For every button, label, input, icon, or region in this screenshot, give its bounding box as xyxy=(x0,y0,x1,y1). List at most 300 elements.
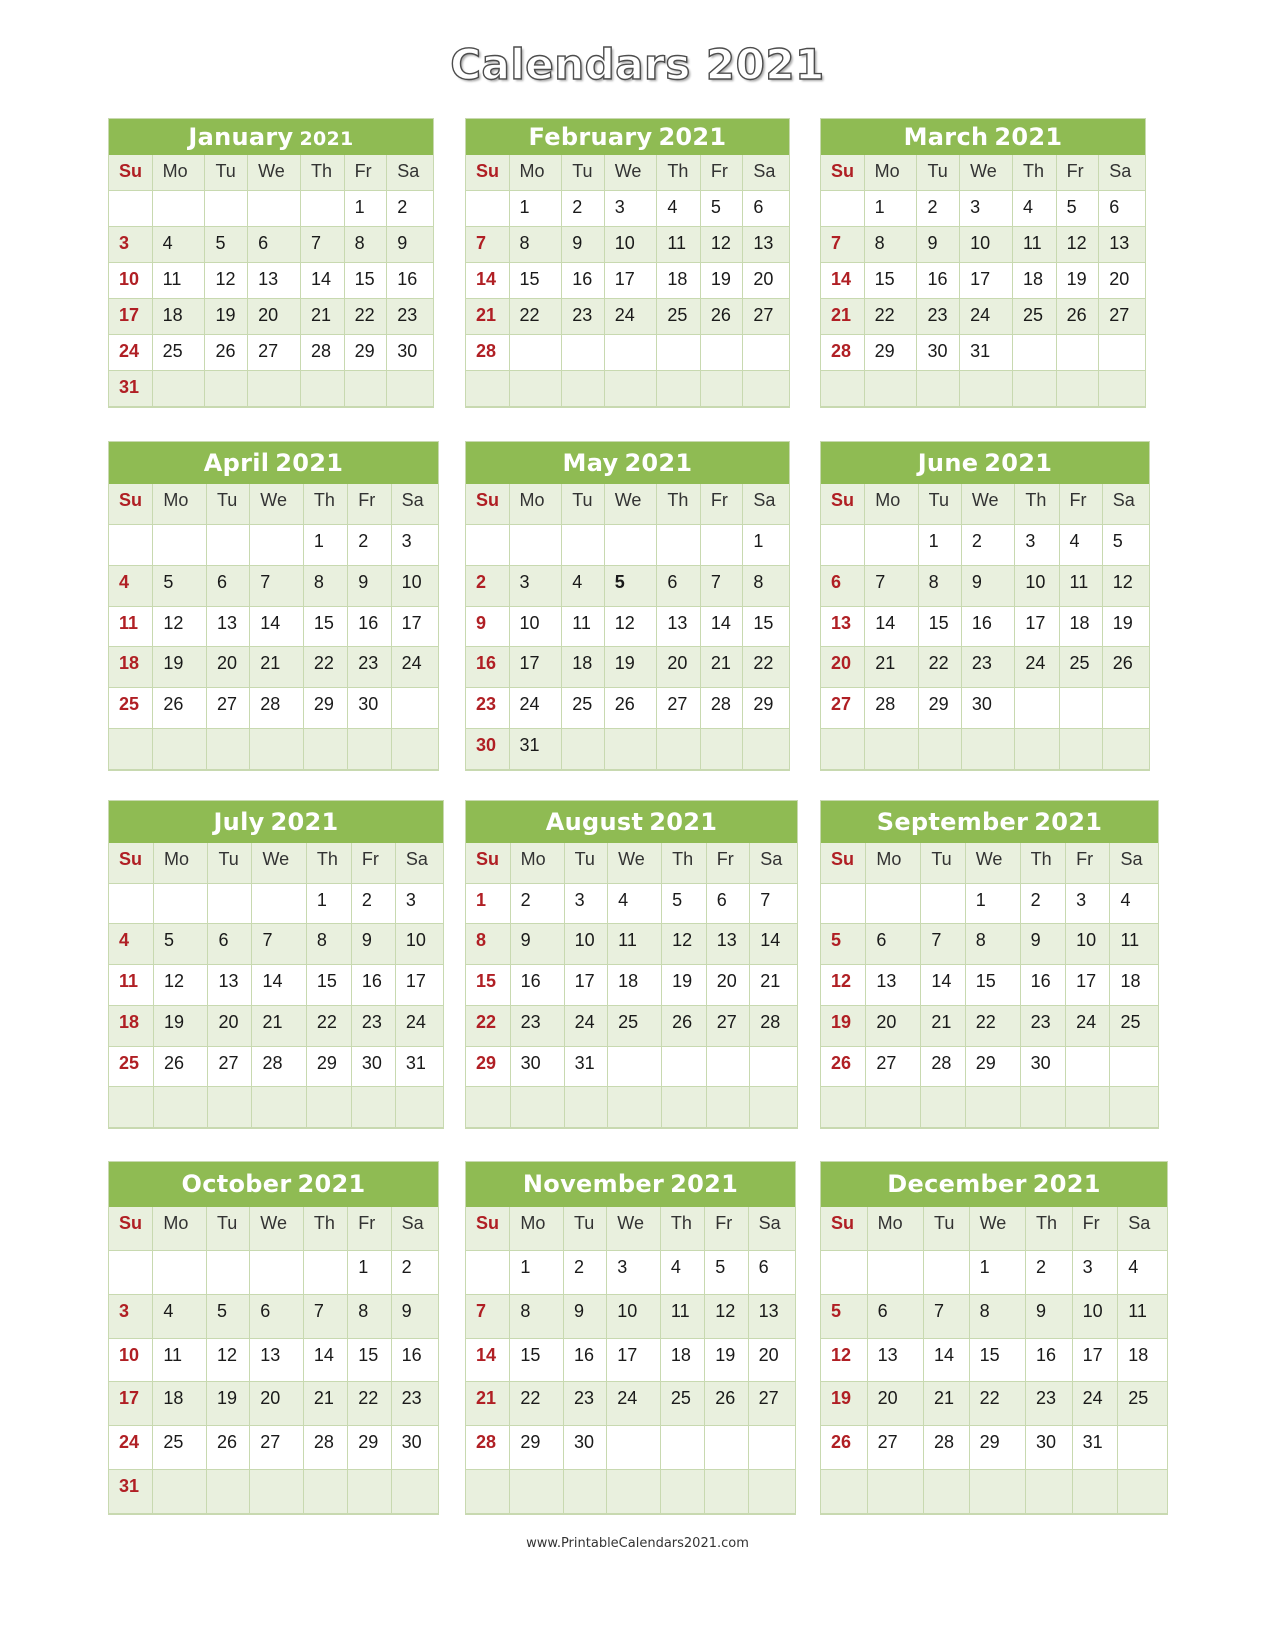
week-row xyxy=(109,1382,438,1426)
weekday-label: Su xyxy=(466,1207,510,1251)
day-cell: 27 xyxy=(743,299,789,335)
day-cell: 4 xyxy=(1118,1251,1167,1295)
weekday-label: Su xyxy=(109,155,153,191)
day-cell: 30 xyxy=(466,729,510,770)
week-row xyxy=(109,965,443,1006)
day-cell: 6 xyxy=(749,1251,795,1295)
month-april xyxy=(108,441,439,771)
day-cell: 28 xyxy=(701,688,744,729)
day-cell: 19 xyxy=(705,1339,748,1383)
day-cell: 5 xyxy=(605,566,658,607)
day-cell: 7 xyxy=(701,566,744,607)
day-cell: 2 xyxy=(466,566,510,607)
week-row xyxy=(821,1251,1167,1295)
week-row xyxy=(821,227,1145,263)
day-cell: 28 xyxy=(750,1006,797,1047)
day-cell: 12 xyxy=(705,1295,748,1339)
day-cell: 27 xyxy=(821,688,865,729)
empty-day-cell xyxy=(1066,1047,1110,1088)
weekday-label: Mo xyxy=(510,155,563,191)
day-cell: 21 xyxy=(466,299,510,335)
day-cell: 10 xyxy=(510,607,563,648)
month-name: October xyxy=(181,1170,292,1198)
empty-day-cell xyxy=(743,729,789,770)
weekday-label: Th xyxy=(1013,155,1057,191)
empty-day-cell xyxy=(921,1087,965,1128)
day-cell: 26 xyxy=(1057,299,1100,335)
week-row xyxy=(466,924,797,965)
empty-day-cell xyxy=(1103,688,1149,729)
day-cell: 25 xyxy=(109,1047,154,1088)
day-cell: 27 xyxy=(208,1047,252,1088)
day-cell: 3 xyxy=(960,191,1013,227)
day-cell: 9 xyxy=(352,924,396,965)
weekday-label: Tu xyxy=(562,484,605,525)
empty-day-cell xyxy=(109,1087,154,1128)
empty-day-cell xyxy=(1073,1470,1119,1514)
day-cell: 4 xyxy=(153,1295,207,1339)
day-cell: 29 xyxy=(970,1426,1026,1470)
week-row xyxy=(109,371,433,407)
day-cell: 23 xyxy=(466,688,510,729)
empty-day-cell xyxy=(821,884,866,925)
weekday-label: Tu xyxy=(205,155,248,191)
weekday-label: Sa xyxy=(1110,843,1158,884)
week-row xyxy=(821,729,1149,770)
empty-day-cell xyxy=(392,1470,438,1514)
day-cell: 18 xyxy=(1013,263,1057,299)
empty-day-cell xyxy=(1099,371,1145,407)
month-year: 2021 xyxy=(299,128,354,150)
month-name: December xyxy=(887,1170,1027,1198)
empty-day-cell xyxy=(1110,1047,1158,1088)
day-cell: 28 xyxy=(821,335,865,371)
empty-day-cell xyxy=(1026,1470,1073,1514)
day-cell: 20 xyxy=(248,299,301,335)
day-cell: 2 xyxy=(387,191,433,227)
week-row xyxy=(109,884,443,925)
day-cell: 14 xyxy=(750,924,797,965)
day-cell: 2 xyxy=(348,525,391,566)
day-cell: 27 xyxy=(207,688,250,729)
day-cell: 30 xyxy=(1026,1426,1073,1470)
week-row xyxy=(109,299,433,335)
weekday-label: Th xyxy=(662,843,707,884)
day-cell: 25 xyxy=(153,1426,207,1470)
day-cell: 11 xyxy=(562,607,605,648)
day-cell: 31 xyxy=(396,1047,443,1088)
month-name: March xyxy=(903,123,989,151)
day-cell: 16 xyxy=(1021,965,1066,1006)
empty-day-cell xyxy=(153,729,207,770)
week-row xyxy=(466,965,797,1006)
day-cell: 12 xyxy=(821,1339,868,1383)
week-row xyxy=(821,1382,1167,1426)
day-cell: 4 xyxy=(657,191,701,227)
day-cell: 25 xyxy=(1013,299,1057,335)
weekday-label: Tu xyxy=(917,155,960,191)
day-cell: 20 xyxy=(207,647,250,688)
day-cell: 24 xyxy=(1066,1006,1110,1047)
day-cell: 21 xyxy=(921,1006,965,1047)
day-cell: 2 xyxy=(392,1251,438,1295)
empty-day-cell xyxy=(1066,1087,1110,1128)
day-cell: 2 xyxy=(562,191,605,227)
day-cell: 11 xyxy=(1060,566,1103,607)
day-cell: 30 xyxy=(392,1426,438,1470)
day-cell: 16 xyxy=(466,647,510,688)
empty-day-cell xyxy=(749,1470,795,1514)
empty-day-cell xyxy=(749,1426,795,1470)
weekday-label: Sa xyxy=(749,1207,795,1251)
day-cell: 24 xyxy=(109,1426,153,1470)
day-cell: 15 xyxy=(510,1339,564,1383)
month-november xyxy=(465,1161,796,1515)
weekday-label: Mo xyxy=(510,1207,564,1251)
empty-day-cell xyxy=(1057,335,1100,371)
weekday-label: Th xyxy=(307,843,352,884)
weekday-label: Tu xyxy=(564,1207,607,1251)
week-row xyxy=(821,299,1145,335)
empty-day-cell xyxy=(301,371,345,407)
day-cell: 16 xyxy=(917,263,960,299)
day-cell: 3 xyxy=(396,884,443,925)
empty-day-cell xyxy=(1060,729,1103,770)
empty-day-cell xyxy=(307,1087,352,1128)
empty-day-cell xyxy=(205,371,248,407)
day-cell: 5 xyxy=(205,227,248,263)
weekday-header-row xyxy=(109,1207,438,1251)
weekday-label: We xyxy=(607,1207,661,1251)
weekday-label: Mo xyxy=(153,484,207,525)
month-february xyxy=(465,118,790,408)
week-row xyxy=(109,1047,443,1088)
day-cell: 9 xyxy=(1021,924,1066,965)
week-row xyxy=(466,191,789,227)
day-cell: 1 xyxy=(307,884,352,925)
day-cell: 21 xyxy=(304,1382,348,1426)
empty-day-cell xyxy=(970,1470,1026,1514)
day-cell: 18 xyxy=(657,263,701,299)
day-cell: 15 xyxy=(345,263,388,299)
weekday-label: Th xyxy=(304,484,348,525)
empty-day-cell xyxy=(707,1087,751,1128)
empty-day-cell xyxy=(865,371,918,407)
weekday-label: Fr xyxy=(701,484,744,525)
day-cell: 23 xyxy=(917,299,960,335)
empty-day-cell xyxy=(510,525,563,566)
weekday-header-row xyxy=(466,484,789,525)
day-cell: 20 xyxy=(749,1339,795,1383)
day-cell: 26 xyxy=(605,688,658,729)
week-row xyxy=(821,1047,1158,1088)
day-cell: 6 xyxy=(1099,191,1145,227)
empty-day-cell xyxy=(1013,371,1057,407)
day-cell: 30 xyxy=(387,335,433,371)
day-cell: 22 xyxy=(348,1382,391,1426)
day-cell: 6 xyxy=(866,924,921,965)
empty-day-cell xyxy=(821,191,865,227)
weekday-label: We xyxy=(970,1207,1026,1251)
day-cell: 28 xyxy=(466,1426,510,1470)
day-cell: 29 xyxy=(307,1047,352,1088)
empty-day-cell xyxy=(208,1087,252,1128)
week-row xyxy=(466,1087,797,1128)
footer-url[interactable]: www.PrintableCalendars2021.com xyxy=(526,1536,749,1551)
day-cell: 3 xyxy=(109,1295,153,1339)
empty-day-cell xyxy=(304,1470,348,1514)
day-cell: 23 xyxy=(1021,1006,1066,1047)
week-row xyxy=(109,227,433,263)
empty-day-cell xyxy=(562,335,605,371)
day-cell: 3 xyxy=(1015,525,1059,566)
day-cell: 31 xyxy=(510,729,563,770)
day-cell: 9 xyxy=(562,227,605,263)
empty-day-cell xyxy=(250,1470,304,1514)
day-cell: 8 xyxy=(307,924,352,965)
weekday-header-row xyxy=(109,155,433,191)
week-row xyxy=(109,1426,438,1470)
empty-day-cell xyxy=(250,729,304,770)
week-row xyxy=(466,371,789,407)
week-row xyxy=(109,1087,443,1128)
empty-day-cell xyxy=(109,191,153,227)
empty-day-cell xyxy=(250,1251,304,1295)
day-cell: 15 xyxy=(970,1339,1026,1383)
empty-day-cell xyxy=(153,525,207,566)
day-cell: 2 xyxy=(917,191,960,227)
weekday-label: Sa xyxy=(392,1207,438,1251)
weekday-label: Su xyxy=(821,843,866,884)
week-row xyxy=(821,924,1158,965)
day-cell: 1 xyxy=(345,191,388,227)
day-cell: 19 xyxy=(1057,263,1100,299)
day-cell: 13 xyxy=(866,965,921,1006)
day-cell: 13 xyxy=(248,263,301,299)
day-cell: 4 xyxy=(1013,191,1057,227)
week-row xyxy=(466,1295,795,1339)
empty-day-cell xyxy=(608,1047,662,1088)
empty-day-cell xyxy=(743,335,789,371)
weekday-label: Sa xyxy=(387,155,433,191)
month-year: 2021 xyxy=(649,808,718,836)
month-name: July xyxy=(213,808,265,836)
day-cell: 21 xyxy=(252,1006,306,1047)
empty-day-cell xyxy=(562,371,605,407)
week-row xyxy=(109,1339,438,1383)
empty-day-cell xyxy=(607,1470,661,1514)
month-january xyxy=(108,118,434,408)
month-name: April xyxy=(203,449,270,477)
day-cell: 23 xyxy=(392,1382,438,1426)
day-cell: 17 xyxy=(109,299,153,335)
day-cell: 2 xyxy=(962,525,1015,566)
week-row xyxy=(466,1047,797,1088)
day-cell: 1 xyxy=(865,191,918,227)
week-row xyxy=(109,729,438,770)
day-cell: 24 xyxy=(392,647,438,688)
week-row xyxy=(821,1339,1167,1383)
day-cell: 23 xyxy=(387,299,433,335)
week-row xyxy=(466,1470,795,1514)
empty-day-cell xyxy=(924,1470,970,1514)
day-cell: 17 xyxy=(565,965,609,1006)
empty-day-cell xyxy=(962,729,1015,770)
empty-day-cell xyxy=(207,1470,250,1514)
day-cell: 1 xyxy=(966,884,1021,925)
month-title xyxy=(109,442,438,484)
day-cell: 14 xyxy=(250,607,304,648)
day-cell: 26 xyxy=(821,1047,866,1088)
day-cell: 11 xyxy=(153,263,206,299)
day-cell: 7 xyxy=(466,227,510,263)
weekday-label: Tu xyxy=(207,484,250,525)
day-cell: 3 xyxy=(109,227,153,263)
weekday-label: Th xyxy=(301,155,345,191)
weekday-label: Sa xyxy=(1118,1207,1167,1251)
month-september xyxy=(820,800,1159,1129)
weekday-label: Mo xyxy=(865,484,918,525)
day-cell: 16 xyxy=(562,263,605,299)
day-cell: 3 xyxy=(510,566,563,607)
day-cell: 25 xyxy=(1118,1382,1167,1426)
empty-day-cell xyxy=(109,1251,153,1295)
day-cell: 8 xyxy=(743,566,789,607)
day-cell: 16 xyxy=(392,1339,438,1383)
day-cell: 9 xyxy=(387,227,433,263)
day-cell: 3 xyxy=(1066,884,1110,925)
week-row xyxy=(466,566,789,607)
month-year: 2021 xyxy=(1034,808,1103,836)
day-cell: 18 xyxy=(153,1382,207,1426)
week-row xyxy=(466,688,789,729)
month-name: January xyxy=(188,123,294,151)
empty-day-cell xyxy=(750,1087,797,1128)
weekday-label: Su xyxy=(109,484,153,525)
empty-day-cell xyxy=(657,525,701,566)
day-cell: 2 xyxy=(1026,1251,1073,1295)
empty-day-cell xyxy=(605,525,658,566)
weekday-header-row xyxy=(109,484,438,525)
empty-day-cell xyxy=(207,729,250,770)
empty-day-cell xyxy=(1060,688,1103,729)
week-row xyxy=(821,263,1145,299)
month-title xyxy=(466,801,797,843)
empty-day-cell xyxy=(661,1426,705,1470)
day-cell: 23 xyxy=(511,1006,565,1047)
day-cell: 19 xyxy=(1103,607,1149,648)
day-cell: 5 xyxy=(207,1295,250,1339)
day-cell: 10 xyxy=(607,1295,661,1339)
day-cell: 3 xyxy=(565,884,609,925)
day-cell: 26 xyxy=(1103,647,1149,688)
week-row xyxy=(466,1426,795,1470)
day-cell: 6 xyxy=(707,884,751,925)
day-cell: 18 xyxy=(153,299,206,335)
day-cell: 6 xyxy=(821,566,865,607)
day-cell: 23 xyxy=(962,647,1015,688)
empty-day-cell xyxy=(821,1087,866,1128)
day-cell: 30 xyxy=(352,1047,396,1088)
day-cell: 28 xyxy=(252,1047,306,1088)
empty-day-cell xyxy=(821,729,865,770)
day-cell: 7 xyxy=(924,1295,970,1339)
weekday-label: Tu xyxy=(921,843,965,884)
day-cell: 19 xyxy=(821,1382,868,1426)
month-name: November xyxy=(522,1170,665,1198)
day-cell: 26 xyxy=(153,688,207,729)
empty-day-cell xyxy=(1118,1470,1167,1514)
empty-day-cell xyxy=(1110,1087,1158,1128)
day-cell: 7 xyxy=(252,924,306,965)
day-cell: 17 xyxy=(1073,1339,1119,1383)
empty-day-cell xyxy=(960,371,1013,407)
day-cell: 14 xyxy=(301,263,345,299)
month-october xyxy=(108,1161,439,1515)
weekday-label: Th xyxy=(304,1207,348,1251)
day-cell: 31 xyxy=(109,1470,153,1514)
day-cell: 6 xyxy=(868,1295,924,1339)
week-row xyxy=(466,525,789,566)
day-cell: 1 xyxy=(466,884,511,925)
day-cell: 17 xyxy=(396,965,443,1006)
weekday-label: Su xyxy=(466,843,511,884)
empty-day-cell xyxy=(348,729,391,770)
empty-day-cell xyxy=(109,729,153,770)
week-row xyxy=(466,299,789,335)
weekday-label: Sa xyxy=(396,843,443,884)
weekday-label: Mo xyxy=(154,843,208,884)
day-cell: 12 xyxy=(153,607,207,648)
day-cell: 11 xyxy=(109,607,153,648)
empty-day-cell xyxy=(868,1251,924,1295)
day-cell: 28 xyxy=(301,335,345,371)
empty-day-cell xyxy=(250,525,304,566)
empty-day-cell xyxy=(208,884,252,925)
day-cell: 2 xyxy=(564,1251,607,1295)
day-cell: 13 xyxy=(207,607,250,648)
month-name: February xyxy=(528,123,653,151)
weekday-label: Su xyxy=(109,843,154,884)
month-march xyxy=(820,118,1146,408)
day-cell: 1 xyxy=(510,191,563,227)
day-cell: 18 xyxy=(109,1006,154,1047)
weekday-label: Su xyxy=(466,155,510,191)
day-cell: 24 xyxy=(510,688,563,729)
day-cell: 30 xyxy=(511,1047,565,1088)
day-cell: 14 xyxy=(865,607,918,648)
weekday-label: Sa xyxy=(1103,484,1149,525)
day-cell: 14 xyxy=(821,263,865,299)
day-cell: 9 xyxy=(466,607,510,648)
empty-day-cell xyxy=(304,729,348,770)
week-row xyxy=(466,884,797,925)
day-cell: 14 xyxy=(921,965,965,1006)
day-cell: 25 xyxy=(562,688,605,729)
month-december xyxy=(820,1161,1168,1515)
day-cell: 24 xyxy=(565,1006,609,1047)
week-row xyxy=(109,525,438,566)
day-cell: 18 xyxy=(562,647,605,688)
day-cell: 18 xyxy=(109,647,153,688)
day-cell: 4 xyxy=(608,884,662,925)
week-row xyxy=(466,1251,795,1295)
weekday-label: We xyxy=(250,484,304,525)
empty-day-cell xyxy=(252,1087,306,1128)
day-cell: 5 xyxy=(701,191,744,227)
week-row xyxy=(466,1382,795,1426)
empty-day-cell xyxy=(510,1470,564,1514)
